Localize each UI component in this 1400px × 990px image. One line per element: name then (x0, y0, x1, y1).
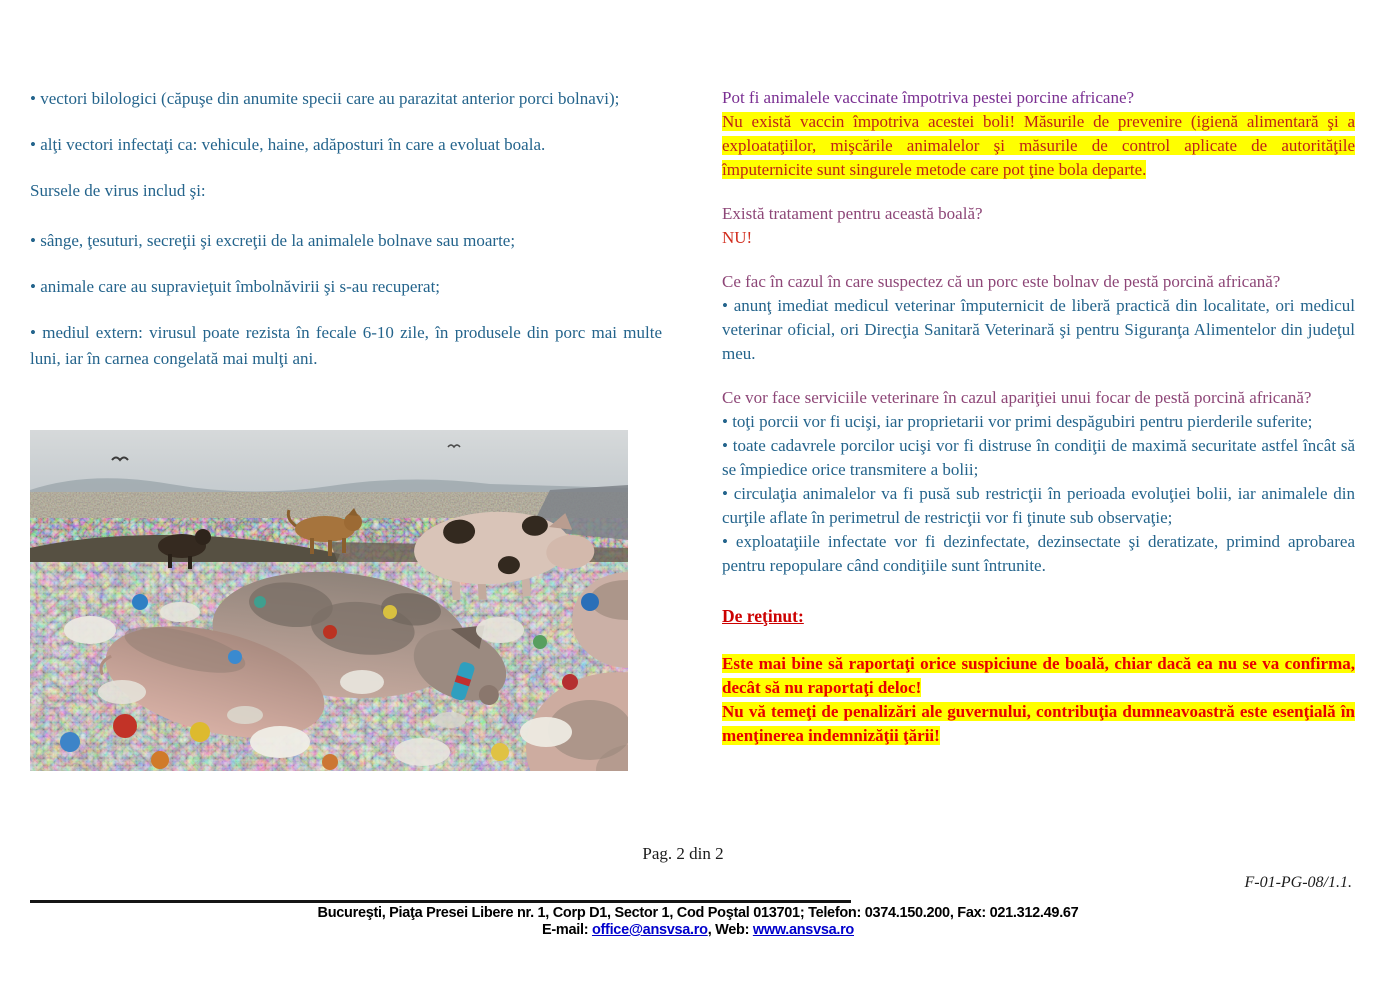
page-number: Pag. 2 din 2 (642, 844, 724, 863)
web-link[interactable]: www.ansvsa.ro (752, 922, 854, 938)
bullet-other-vectors: • alţi vectori infectaţi ca: vehicule, haine, adăposturi în care a evoluat boala. (30, 135, 546, 154)
email-link[interactable]: office@ansvsa.ro (591, 922, 708, 938)
bullet-blood-tissues: • sânge, ţesuturi, secreţii şi excreţii de la animalele bolnave sau moarte; (30, 231, 516, 250)
answer-treatment: NU! (722, 228, 753, 247)
answer-vaccine: Nu există vaccin împotriva acestei boli! Măsurile de prevenire (igienă alimentară şi a exploataţiilor, mişcările animalelor şi măsurile de control aplicate de autorităţile împuternicite sunt singurele metode care pot ţine bola departe. (722, 112, 1355, 179)
right-column (722, 86, 1355, 748)
web-label: , Web: (707, 922, 753, 938)
bullet-pigs-killed: • toţi porcii vor fi ucişi, iar proprietarii vor primi despăgubiri pentru pierderile suferite; (722, 412, 1313, 431)
bullet-movement-restrictions: • circulaţia animalelor va fi pusă sub restricţii în perioada evoluţiei bolii, iar animalele din curţile aflate în perimetrul de restricţii vor fi ţinute sub observaţie; (722, 484, 1355, 527)
answer-suspect: • anunţ imediat medicul veterinar împuternicit de liberă practică din localitate, ori medicul veterinar oficial, ori Direcţia Sanitară Veterinară şi pentru Siguranţa Alimentelor din judeţul meu. (722, 296, 1355, 363)
form-code: F-01-PG-08/1.1. (1244, 874, 1352, 891)
note-no-fear-penalties: Nu vă temeţi de penalizări ale guvernului, contribuţia dumneavoastră este esenţială în menţinerea indemnizăţii ţării! (722, 702, 1355, 745)
bullet-survivor-animals: • animale care au supravieţuit îmbolnăvirii şi s-au recuperat; (30, 277, 441, 296)
bullet-carcasses-destroyed: • toate cadavrele porcilor ucişi vor fi distruse în condiţii de maximă securitate astfel încât să se împiedice orice transmitere a bolii; (722, 436, 1355, 479)
question-services: Ce vor face serviciile veterinare în cazul apariţiei unui focar de pestă porcină africană? (722, 388, 1312, 407)
landfill-pigs-photo (30, 430, 628, 771)
question-treatment: Există tratament pentru această boală? (722, 204, 983, 223)
question-vaccine: Pot fi animalele vaccinate împotriva pestei porcine africane? (722, 88, 1135, 107)
qa-suspect (722, 270, 1355, 366)
footer-address: Bucureşti, Piaţa Presei Libere nr. 1, Corp D1, Sector 1, Cod Poştal 013701; Telefon: 0374.150.200, Fax: 021.312.49.67 (317, 905, 1079, 921)
virus-sources-intro: Sursele de virus includ şi: (30, 181, 206, 200)
qa-services (722, 386, 1355, 578)
email-label: E-mail: (541, 922, 592, 938)
bullet-external-environment: • mediul extern: virusul poate rezista în fecale 6-10 zile, în produsele din porc mai multe luni, iar în carnea congelată mai mulţi ani. (30, 323, 662, 368)
question-suspect: Ce fac în cazul în care suspectez că un porc este bolnav de pestă porcină africană? (722, 272, 1281, 291)
note-heading: De reţinut: (722, 606, 804, 626)
note-report-suspicion: Este mai bine să raportaţi orice suspiciune de boală, chiar dacă ea nu se va confirma, decât să nu raportaţi deloc! (722, 654, 1355, 697)
qa-treatment (722, 202, 1355, 250)
bullet-biological-vectors: • vectori bilologici (căpuşe din anumite specii care au parazitat anterior porci bolnavi); (30, 89, 620, 108)
left-column (30, 86, 662, 392)
qa-vaccine (722, 86, 1355, 182)
footer-divider (30, 900, 851, 903)
footer-contact (0, 922, 1396, 938)
bullet-farms-disinfected: • exploataţiile infectate vor fi dezinfectate, dezinsectate şi deratizate, primind aprobarea pentru repopulare când condiţiile sunt întrunite. (722, 532, 1355, 575)
